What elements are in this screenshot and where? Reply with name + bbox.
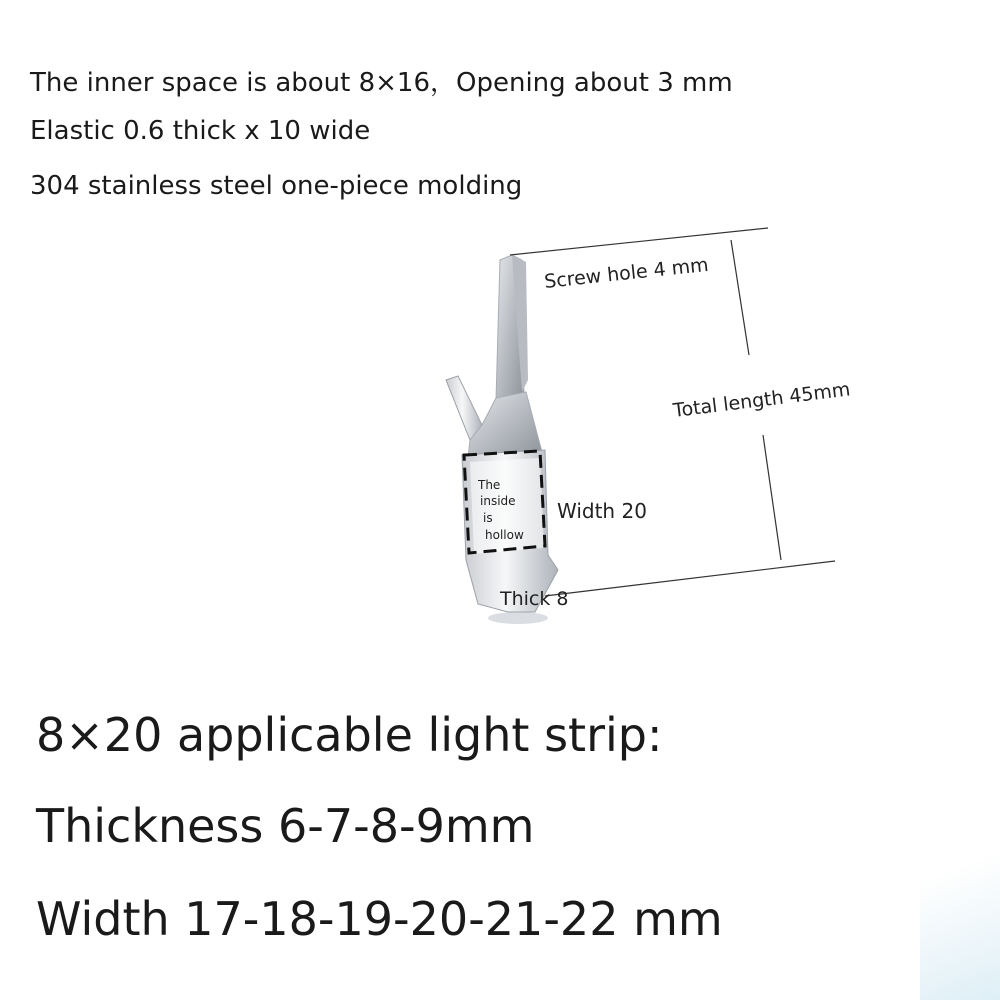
spec-inner-space: The inner space is about 8×16，Opening about 3 mm [30,68,733,98]
thick-label: Thick 8 [500,588,569,610]
width-range: Width 17-18-19-20-21-22 mm [36,892,723,946]
applicable-title: 8×20 applicable light strip: [36,708,663,762]
spec-material: 304 stainless steel one-piece molding [30,171,523,201]
hollow-note-line: is [483,511,493,525]
thickness-range: Thickness 6-7-8-9mm [36,799,535,853]
metal-clip-illustration [446,255,558,624]
spec-elastic: Elastic 0.6 thick x 10 wide [30,116,371,146]
corner-tint [920,800,1000,1000]
hollow-note-line: hollow [485,528,524,542]
total-length-label: Total length 45mm [671,378,852,422]
width-label: Width 20 [557,499,647,523]
screw-hole-label: Screw hole 4 mm [543,253,710,293]
hollow-note-line: The [478,478,501,492]
hollow-note-line: inside [480,494,516,508]
